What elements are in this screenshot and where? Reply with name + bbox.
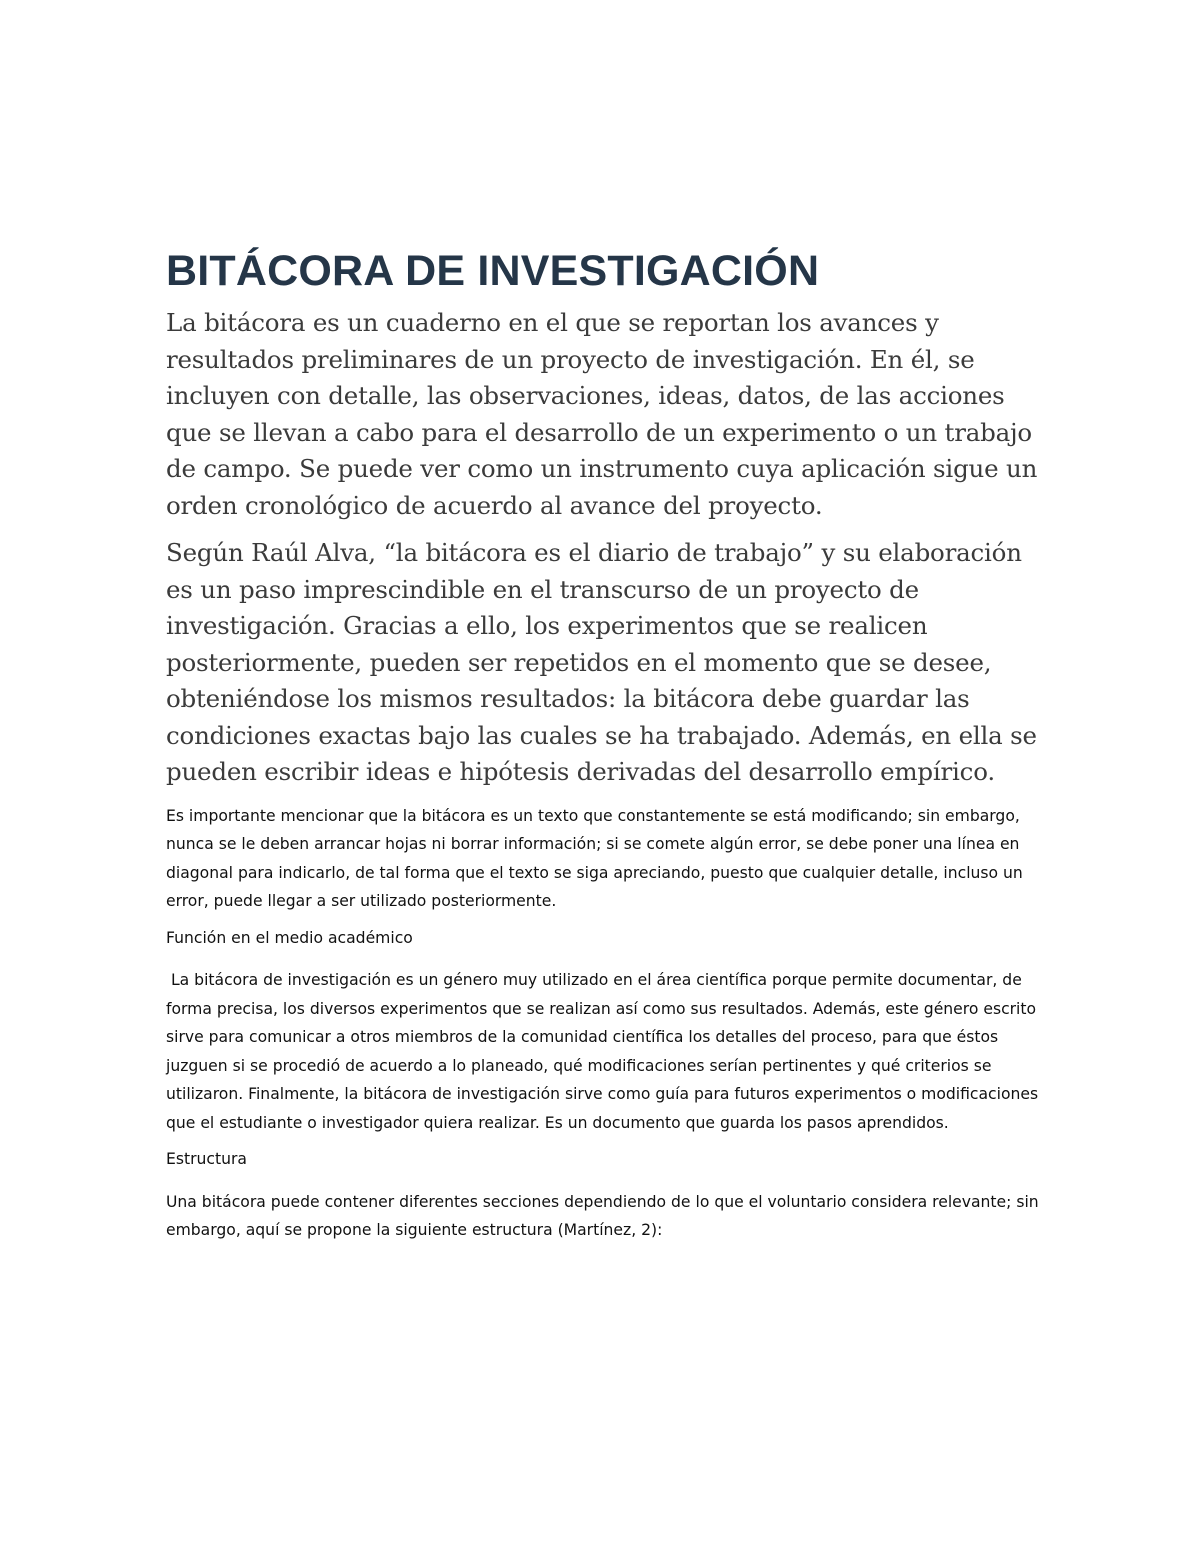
document-body: [166, 243, 1046, 1253]
function-paragraph: La bitácora de investigación es un género muy utilizado en el área científica porque permite documentar, de forma precisa, los diversos experimentos que se realizan así como sus resultados. Además, este género escrito sirve para comunicar a otros miembros de la comunidad científica los detalles del proceso, para que éstos juzguen si se procedió de acuerdo a lo planeado, qué modificaciones serían pertinentes y qué criterios se utilizaron. Finalmente, la bitácora de investigación sirve como guía para futuros experimentos o modificaciones que el estudiante o investigador quiera realizar. Es un documento que guarda los pasos aprendidos.: [166, 971, 1044, 1132]
function-heading: Función en el medio académico: [166, 928, 413, 947]
importance-paragraph: Es importante mencionar que la bitácora es un texto que constantemente se está modificando; sin embargo, nunca se le deben arrancar hojas ni borrar información; si se comete algún error, se debe poner una línea en diagonal para indicarlo, de tal forma que el texto se siga apreciando, puesto que cualquier detalle, incluso un error, puede llegar a ser utilizado posteriormente.: [166, 806, 1023, 910]
structure-heading: Estructura: [166, 1150, 247, 1168]
intro-paragraph: La bitácora es un cuaderno en el que se reportan los avances y resultados preliminares de un proyecto de investigación. En él, se incluyen con detalle, las observaciones, ideas, datos, de las acciones que se llevan a cabo para el desarrollo de un experimento o un trabajo de campo. Se puede ver como un instrumento cuya aplicación sigue un orden cronológico de acuerdo al avance del proyecto.: [166, 308, 1038, 520]
document-title: BITÁCORA DE INVESTIGACIÓN: [166, 247, 820, 295]
structure-paragraph: Una bitácora puede contener diferentes secciones dependiendo de lo que el voluntario considera relevante; sin embargo, aquí se propone la siguiente estructura (Martínez, 2):: [166, 1192, 1039, 1239]
quote-paragraph: Según Raúl Alva, “la bitácora es el diario de trabajo” y su elaboración es un paso imprescindible en el transcurso de un proyecto de investigación. Gracias a ello, los experimentos que se realicen posteriormente, pueden ser repetidos en el momento que se desee, obteniéndose los mismos resultados: la bitácora debe guardar las condiciones exactas bajo las cuales se ha trabajado. Además, en ella se pueden escribir ideas e hipótesis derivadas del desarrollo empírico.: [166, 538, 1037, 786]
